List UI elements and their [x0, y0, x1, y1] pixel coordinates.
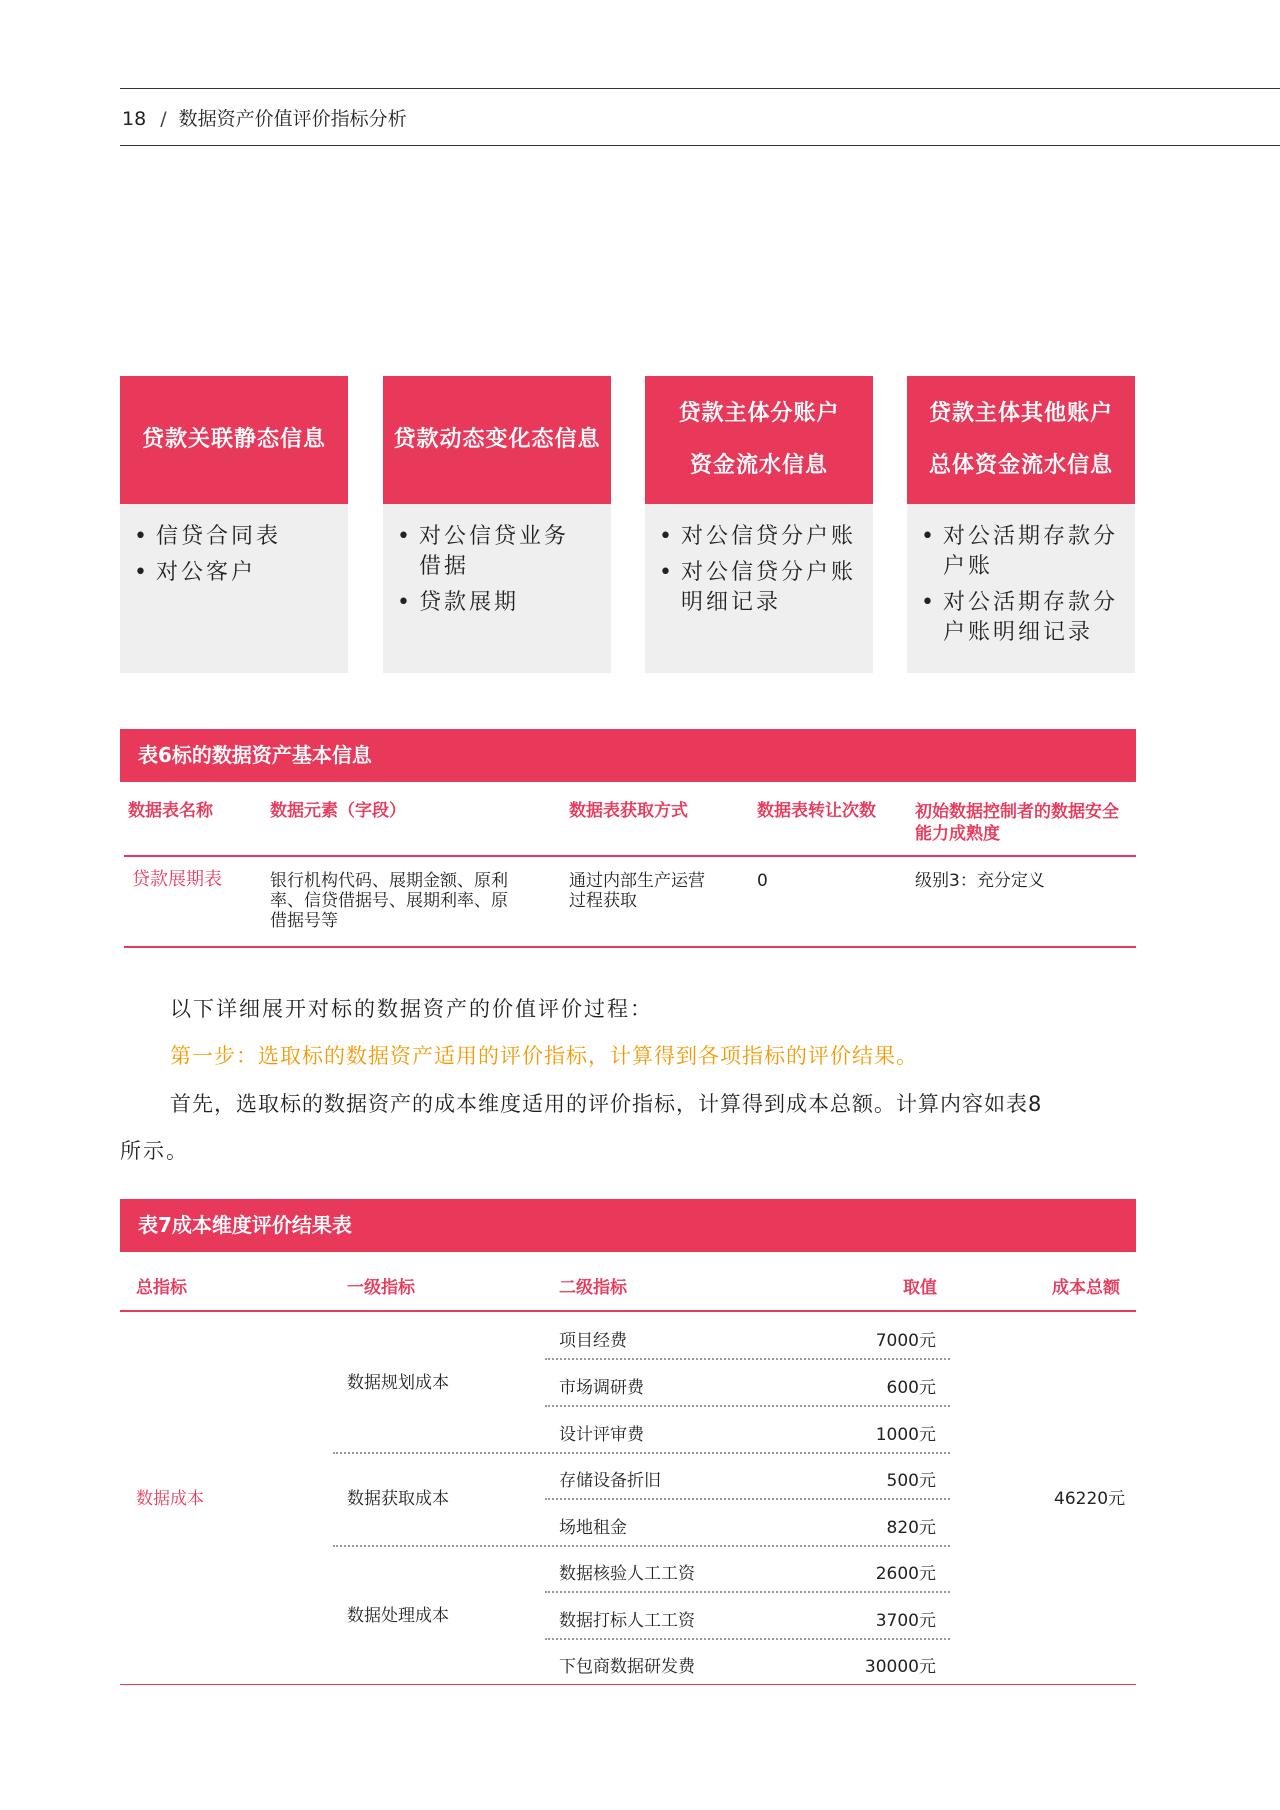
table7-item-value: 600元 [886, 1378, 936, 1398]
table6-header-transfers: 数据表转让次数 [757, 801, 876, 821]
table6-header-name: 数据表名称 [128, 801, 213, 821]
list-item-text: 对公活期存款分 [943, 590, 1119, 615]
bullet-icon: • [134, 560, 150, 585]
paragraph-step1: 第一步：选取标的数据资产适用的评价指标，计算得到各项指标的评价结果。 [170, 1044, 918, 1068]
table7-item-value: 30000元 [864, 1657, 936, 1677]
header-top-rule [120, 88, 1280, 89]
bullet-icon: • [134, 524, 150, 549]
info-card-2 [383, 376, 611, 673]
list-item-text: 借据 [419, 554, 470, 579]
table7-header-value: 取值 [903, 1278, 937, 1298]
cell-line: 借据号等 [270, 911, 338, 931]
table6-cell-maturity: 级别3：充分定义 [915, 871, 1045, 891]
paragraph-first-line1: 首先，选取标的数据资产的成本维度适用的评价指标，计算得到成本总额。计算内容如表8 [170, 1092, 1043, 1116]
bullet-icon: • [397, 524, 413, 549]
table7-item-name: 市场调研费 [559, 1378, 644, 1398]
list-item [659, 558, 861, 618]
table6-cell-transfers: 0 [757, 871, 768, 891]
cell-line: 率、信贷借据号、展期利率、原 [270, 891, 508, 911]
list-item-text: 对公信贷分户账 [681, 560, 857, 585]
table7-item-value: 500元 [886, 1471, 936, 1491]
info-card-3 [645, 376, 873, 673]
card-title [383, 376, 611, 504]
row-separator [545, 1498, 950, 1500]
table7-group-name: 数据规划成本 [347, 1373, 449, 1393]
table7-item-name: 下包商数据研发费 [559, 1657, 695, 1677]
table7-bottom-rule [120, 1684, 1136, 1685]
header-line: 能力成熟度 [915, 824, 1000, 844]
card-title-line: 总体资金流水信息 [928, 453, 1113, 478]
table6-bottom-rule [124, 946, 1136, 948]
list-item [397, 522, 599, 582]
card-list [120, 522, 348, 588]
bullet-icon: • [921, 524, 937, 549]
list-item-text: 明细记录 [681, 590, 782, 615]
table6-header-rule [124, 855, 1136, 857]
cell-line: 通过内部生产运营 [569, 871, 705, 891]
row-separator [545, 1638, 950, 1640]
page-number: 18 [122, 108, 147, 130]
table7-total-indicator: 数据成本 [136, 1489, 204, 1509]
list-item-text: 对公信贷分户账 [681, 524, 857, 549]
table6-title: 表6标的数据资产基本信息 [120, 729, 1136, 782]
cell-line: 银行机构代码、展期金额、原利 [270, 871, 508, 891]
table7-title: 表7成本维度评价结果表 [120, 1199, 1136, 1252]
list-item-text: 对公信贷业务 [419, 524, 570, 549]
table7-item-value: 1000元 [875, 1425, 936, 1445]
bullet-icon: • [921, 590, 937, 615]
table7-group-name: 数据获取成本 [347, 1489, 449, 1509]
card-list [645, 522, 873, 618]
list-item [134, 558, 336, 588]
table7-item-value: 2600元 [875, 1564, 936, 1584]
card-title [645, 376, 873, 504]
table7-header-level1: 一级指标 [347, 1278, 415, 1298]
table7-item-name: 存储设备折旧 [559, 1471, 661, 1491]
table7-item-name: 场地租金 [559, 1518, 627, 1538]
paragraph-intro: 以下详细展开对标的数据资产的价值评价过程： [170, 997, 653, 1021]
table7-header-amount: 成本总额 [1052, 1278, 1120, 1298]
list-item-text: 贷款展期 [419, 590, 520, 615]
card-title-line: 贷款主体其他账户 [928, 401, 1113, 426]
card-title-line: 资金流水信息 [689, 453, 828, 478]
group-separator [333, 1452, 950, 1454]
table7-header-rule [120, 1310, 1136, 1312]
table7-group-name: 数据处理成本 [347, 1606, 449, 1626]
table6-header-maturity [915, 801, 1119, 845]
list-item-text: 信贷合同表 [156, 524, 282, 549]
table7-total-amount: 46220元 [1054, 1489, 1126, 1509]
row-separator [545, 1405, 950, 1407]
header-line: 初始数据控制者的数据安全 [915, 802, 1119, 822]
running-header [122, 104, 407, 131]
card-title [907, 376, 1135, 504]
table6-header-method: 数据表获取方式 [569, 801, 688, 821]
row-separator [545, 1591, 950, 1593]
table7-item-value: 7000元 [875, 1331, 936, 1351]
row-separator [545, 1358, 950, 1360]
list-item [659, 522, 861, 552]
table7-item-name: 数据核验人工工资 [559, 1564, 695, 1584]
card-title-line: 贷款关联静态信息 [141, 427, 326, 452]
bullet-icon: • [659, 560, 675, 585]
bullet-icon: • [397, 590, 413, 615]
cell-line: 过程获取 [569, 891, 637, 911]
header-bottom-rule [120, 145, 1280, 146]
table6-cell-method [569, 871, 705, 911]
card-list [907, 522, 1135, 648]
group-separator [333, 1545, 950, 1547]
table7-item-name: 数据打标人工工资 [559, 1611, 695, 1631]
list-item-text: 对公活期存款分 [943, 524, 1119, 549]
list-item [921, 522, 1123, 582]
card-list [383, 522, 611, 618]
table6-cell-fields [270, 871, 508, 931]
card-title-line: 贷款主体分账户 [678, 401, 840, 426]
table7-item-name: 设计评审费 [559, 1425, 644, 1445]
header-title: 数据资产价值评价指标分析 [178, 108, 407, 130]
info-card-1 [120, 376, 348, 673]
header-separator: / [160, 108, 167, 130]
list-item [921, 588, 1123, 648]
table7-header-total: 总指标 [136, 1278, 187, 1298]
paragraph-first-line2: 所示。 [120, 1139, 189, 1163]
info-card-4 [907, 376, 1135, 673]
list-item-text: 户账 [943, 554, 994, 579]
list-item-text: 户账明细记录 [943, 620, 1094, 645]
bullet-icon: • [659, 524, 675, 549]
table6-cell-name: 贷款展期表 [132, 869, 222, 890]
card-title-line: 贷款动态变化态信息 [393, 427, 601, 452]
table6-header-fields: 数据元素（字段） [270, 801, 406, 821]
table7-header-level2: 二级指标 [559, 1278, 627, 1298]
table7-item-value: 820元 [886, 1518, 936, 1538]
list-item-text: 对公客户 [156, 560, 257, 585]
card-title [120, 376, 348, 504]
list-item [134, 522, 336, 552]
list-item [397, 588, 599, 618]
table7-item-value: 3700元 [875, 1611, 936, 1631]
table7-item-name: 项目经费 [559, 1331, 627, 1351]
